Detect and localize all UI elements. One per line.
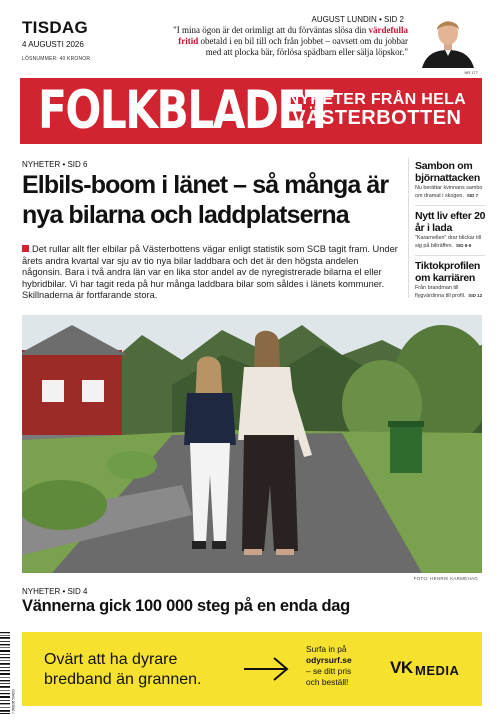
masthead-title: FOLKBLADET bbox=[38, 80, 333, 141]
sidebar-item-tiktok[interactable] bbox=[415, 260, 487, 300]
ad-logo-media: MEDIA bbox=[415, 663, 460, 678]
sidebar-item-desc-text: Från brandman till flygvärdinna till profil. bbox=[415, 285, 466, 299]
main-photo[interactable] bbox=[22, 315, 482, 573]
weekday: TISDAG bbox=[22, 18, 89, 37]
masthead[interactable] bbox=[20, 70, 482, 144]
barcode bbox=[0, 630, 16, 716]
second-story-kicker: NYHETER • SID 4 bbox=[22, 587, 88, 596]
quote-line-2: obetald i en bil till och från jobbet – oavsett om du jobbar med att plocka bär, förlösa spädbarn eller sälja löpskor." bbox=[200, 36, 408, 57]
ad-logo-vk: VK bbox=[390, 658, 413, 677]
issue-price: LÖSNUMMER: 40 KRONOR bbox=[22, 56, 91, 62]
ad-cta-url-text: odyrsurf.se bbox=[306, 655, 352, 665]
sidebar-item-bear-attack[interactable] bbox=[415, 160, 487, 200]
masthead-tagline bbox=[288, 90, 466, 128]
ad-cta-url[interactable] bbox=[306, 655, 352, 666]
arrow-right-icon bbox=[242, 656, 290, 682]
sidebar-divider bbox=[415, 205, 485, 206]
advertisement[interactable] bbox=[22, 632, 482, 706]
main-headline[interactable]: Elbils-boom i länet – så många är nya bilarna och laddplatserna bbox=[22, 171, 389, 229]
sidebar-item-ref: SID 12 bbox=[468, 293, 483, 298]
sidebar-item-title: Sambon om björnattacken bbox=[415, 160, 480, 184]
sidebar-divider bbox=[415, 255, 485, 256]
ad-cta-line-1: Surfa in på bbox=[306, 644, 347, 654]
sidebar-item-desc bbox=[415, 185, 487, 200]
ad-cta[interactable] bbox=[306, 644, 352, 688]
main-story-kicker: NYHETER • SID 6 bbox=[22, 160, 88, 169]
sidebar-teasers bbox=[408, 158, 484, 298]
sidebar-item-desc-text: "Kararnellen" drar blickar till sig på bilträffen. bbox=[415, 235, 482, 249]
top-strip bbox=[0, 0, 500, 78]
sidebar-item-ref: SID 8-9 bbox=[455, 243, 472, 248]
tagline-line-2: VÄSTERBOTTEN bbox=[292, 107, 462, 129]
photo-credit: FOTO: HENRIK KARMEHAG bbox=[413, 576, 478, 581]
sidebar-item-desc-text: Nu berättar kvinnans sambo om dramat i skogen. bbox=[415, 185, 483, 199]
quote-line-1: "I mina ögon är det orimligt att du förväntas slösa din bbox=[173, 25, 367, 35]
barcode-number: 7 388106 504003 bbox=[11, 689, 16, 714]
sidebar-item-title: Tiktokprofilen om karriären bbox=[415, 260, 481, 284]
main-story-lead bbox=[22, 244, 400, 302]
sidebar-item-desc bbox=[415, 285, 487, 300]
ad-headline bbox=[44, 650, 201, 690]
issue-number: NR 177 bbox=[464, 70, 478, 75]
quote-teaser[interactable] bbox=[168, 25, 408, 58]
sidebar-item-title: Nytt liv efter 20 år i lada bbox=[415, 210, 486, 234]
main-story-lead-text: Det rullar allt fler elbilar på Västerbottens vägar enligt statistik som SCB tagit fram. Under årets andra kvartal var sju av tio nya bilar laddbara och det är den högsta andelen någonsin. Bara i två andra län var en lika stor andel av de nyregistrerade bilarna el eller hybridbilar. Vi har tagit reda på hur många laddbara bilar som såldes i länets kommuner. Skillnaderna är fortfarande stora. bbox=[22, 244, 398, 300]
quote-highlight: värdefulla fritid bbox=[178, 25, 408, 46]
tagline-line-1: NYHETER FRÅN HELA bbox=[287, 91, 466, 108]
columnist-portrait bbox=[418, 12, 478, 68]
ad-headline-line-1: Ovärt att ha dyrare bbox=[44, 651, 178, 668]
ad-cta-line-4: och beställ! bbox=[306, 677, 349, 687]
sidebar-item-ref: SID 7 bbox=[466, 193, 479, 198]
sidebar-item-barn-car[interactable] bbox=[415, 210, 487, 250]
ad-headline-line-2: bredband än grannen. bbox=[44, 671, 202, 688]
bullet-square-icon bbox=[22, 245, 29, 252]
second-headline[interactable]: Vännerna gick 100 000 steg på en enda dag bbox=[22, 597, 350, 615]
quote-kicker[interactable]: AUGUST LUNDIN • SID 2 bbox=[311, 15, 404, 24]
ad-cta-line-3: – se ditt pris bbox=[306, 666, 352, 676]
issue-date: 4 AUGUSTI 2026 bbox=[22, 40, 84, 49]
sidebar-item-desc bbox=[415, 235, 487, 250]
